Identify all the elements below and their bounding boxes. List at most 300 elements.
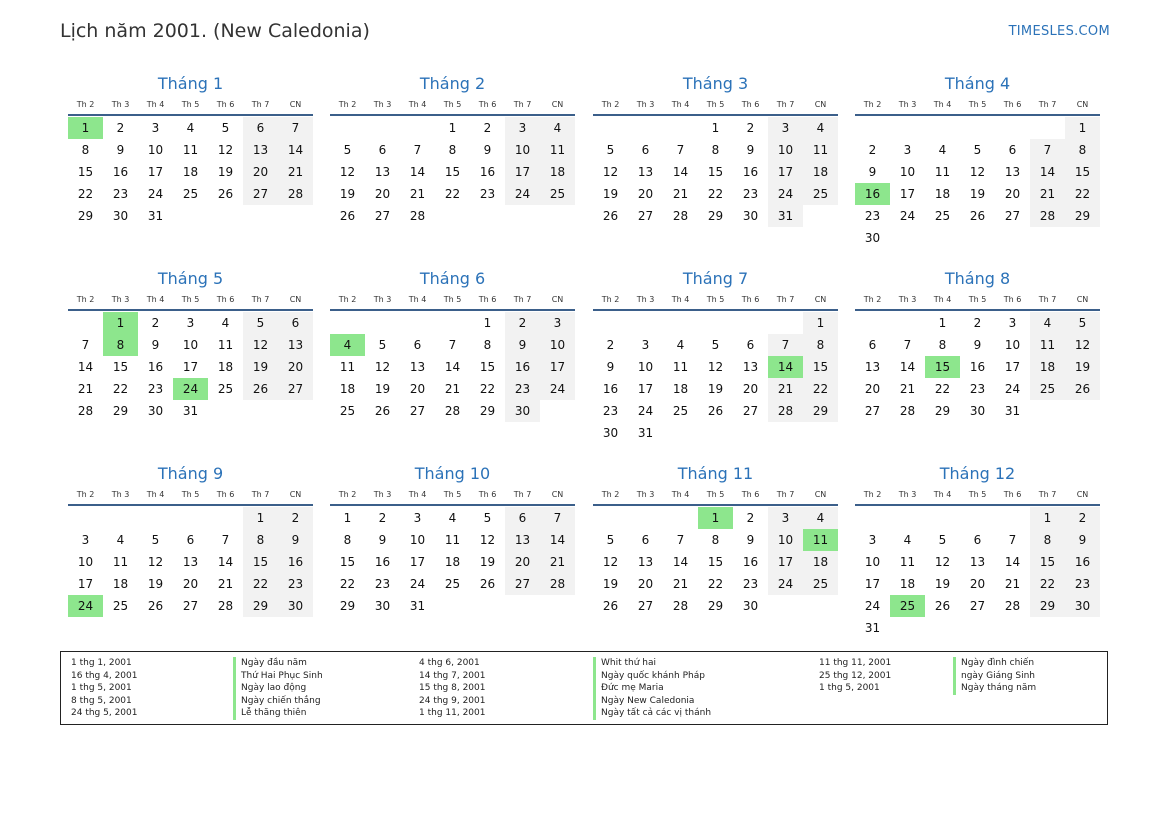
header-divider [68, 309, 313, 311]
weekday-header [68, 292, 313, 308]
day-cell: 4 [676, 338, 685, 352]
legend-holiday-name: Thứ Hai Phục Sinh [233, 670, 323, 683]
empty-day-cell [435, 312, 470, 334]
day-cell: 30 [969, 404, 986, 418]
day-cell: 3 [868, 533, 877, 547]
day-cell: 9 [278, 529, 313, 551]
weekday-label: CN [1076, 295, 1089, 304]
day-cell: 20 [278, 356, 313, 378]
day-cell: 24 [540, 378, 575, 400]
day-cell: 24 [768, 573, 803, 595]
day-cell: 8 [448, 143, 457, 157]
weekday-header [330, 487, 575, 503]
day-cell: 14 [540, 529, 575, 551]
day-cell: 4 [221, 316, 230, 330]
day-cell: 21 [409, 187, 426, 201]
day-cell: 23 [1065, 573, 1100, 595]
day-cell: 27 [742, 404, 759, 418]
day-cell: 22 [1030, 573, 1065, 595]
weekday-label: Th 7 [1038, 100, 1057, 109]
holiday-day-cell: 14 [768, 356, 803, 378]
day-cell: 19 [602, 577, 619, 591]
empty-day-cell [995, 117, 1030, 139]
empty-day-cell [330, 312, 365, 334]
day-cell: 7 [676, 143, 685, 157]
day-cell: 18 [1030, 356, 1065, 378]
day-cell: 1 [1030, 507, 1065, 529]
day-cell: 12 [934, 555, 951, 569]
day-cell: 15 [77, 165, 94, 179]
day-cell: 21 [77, 382, 94, 396]
weekday-label: CN [814, 490, 827, 499]
day-cell: 30 [112, 209, 129, 223]
weekday-label: Th 6 [741, 490, 760, 499]
day-cell: 20 [409, 382, 426, 396]
weekday-label: Th 5 [968, 295, 987, 304]
day-cell: 19 [934, 577, 951, 591]
day-cell: 6 [641, 143, 650, 157]
day-cell: 7 [676, 533, 685, 547]
day-cell: 5 [343, 143, 352, 157]
day-cell: 11 [899, 555, 916, 569]
weekday-label: Th 7 [513, 295, 532, 304]
day-cell: 3 [903, 143, 912, 157]
day-cell: 5 [973, 143, 982, 157]
day-cell: 26 [479, 577, 496, 591]
day-cell: 22 [339, 577, 356, 591]
day-cell: 23 [374, 577, 391, 591]
empty-day-cell [628, 312, 663, 334]
days-grid [855, 507, 1100, 639]
day-cell: 19 [147, 577, 164, 591]
day-cell: 17 [540, 356, 575, 378]
weekday-header [593, 292, 838, 308]
day-cell: 15 [1065, 161, 1100, 183]
day-cell: 14 [1004, 555, 1021, 569]
day-cell: 7 [413, 143, 422, 157]
day-cell: 19 [707, 382, 724, 396]
brand-link[interactable]: TIMESLES.COM [1008, 24, 1110, 39]
day-cell: 18 [444, 555, 461, 569]
legend-holiday-name: Ngày tháng năm [953, 682, 1036, 695]
day-cell: 9 [606, 360, 615, 374]
day-cell: 8 [803, 334, 838, 356]
weekday-label: Th 3 [111, 490, 130, 499]
empty-day-cell [890, 312, 925, 334]
day-cell: 10 [505, 139, 540, 161]
empty-day-cell [400, 117, 435, 139]
month-title: Tháng 9 [157, 464, 224, 483]
weekday-label: Th 4 [933, 490, 952, 499]
day-cell: 6 [746, 338, 755, 352]
legend-holiday-name: ngày Giáng Sinh [953, 670, 1036, 683]
day-cell: 17 [505, 161, 540, 183]
day-cell: 14 [409, 165, 426, 179]
day-cell: 25 [339, 404, 356, 418]
empty-day-cell [593, 117, 628, 139]
empty-day-cell [68, 507, 103, 529]
empty-day-cell [138, 507, 173, 529]
day-cell: 17 [864, 577, 881, 591]
day-cell: 8 [243, 529, 278, 551]
weekday-label: Th 3 [373, 295, 392, 304]
weekday-label: CN [1076, 490, 1089, 499]
day-cell: 26 [243, 378, 278, 400]
day-cell: 13 [969, 555, 986, 569]
weekday-label: Th 3 [373, 100, 392, 109]
legend-holiday-name: Ngày quốc khánh Pháp [593, 670, 711, 683]
legend-holiday-name: Ngày tất cả các vị thánh [593, 707, 711, 720]
month-calendar [68, 73, 313, 227]
day-cell: 27 [969, 599, 986, 613]
weekday-label: Th 4 [933, 295, 952, 304]
weekday-header [68, 97, 313, 113]
day-cell: 8 [938, 338, 947, 352]
day-cell: 3 [505, 117, 540, 139]
weekday-label: Th 7 [251, 490, 270, 499]
day-cell: 3 [151, 121, 160, 135]
legend-date: 1 thg 5, 2001 [819, 683, 880, 694]
holiday-day-cell: 16 [855, 183, 890, 205]
day-cell: 6 [243, 117, 278, 139]
day-cell: 26 [1065, 378, 1100, 400]
legend-holiday-name: Ngày chiến thắng [233, 695, 323, 708]
weekday-label: Th 7 [1038, 295, 1057, 304]
empty-day-cell [663, 117, 698, 139]
day-cell: 20 [637, 577, 654, 591]
day-cell: 27 [278, 378, 313, 400]
day-cell: 11 [934, 165, 951, 179]
day-cell: 5 [483, 511, 492, 525]
day-cell: 4 [540, 117, 575, 139]
weekday-label: Th 2 [601, 490, 620, 499]
empty-day-cell [103, 507, 138, 529]
day-cell: 25 [540, 183, 575, 205]
day-cell: 31 [1004, 404, 1021, 418]
day-cell: 18 [899, 577, 916, 591]
legend-date: 4 thg 6, 2001 [419, 658, 480, 668]
day-cell: 26 [374, 404, 391, 418]
header-divider [593, 309, 838, 311]
day-cell: 23 [602, 404, 619, 418]
legend-names-col-3 [953, 657, 1036, 695]
day-cell: 14 [278, 139, 313, 161]
month-calendar [593, 73, 838, 227]
day-cell: 12 [602, 165, 619, 179]
day-cell: 12 [969, 165, 986, 179]
day-cell: 10 [409, 533, 426, 547]
weekday-label: Th 6 [741, 295, 760, 304]
weekday-label: CN [1076, 100, 1089, 109]
weekday-label: Th 2 [863, 100, 882, 109]
day-cell: 28 [899, 404, 916, 418]
empty-day-cell [365, 312, 400, 334]
weekday-label: Th 6 [478, 100, 497, 109]
day-cell: 10 [147, 143, 164, 157]
day-cell: 2 [1065, 507, 1100, 529]
holiday-day-cell: 11 [803, 529, 838, 551]
legend-names-col-1 [233, 657, 323, 720]
weekday-label: Th 5 [443, 295, 462, 304]
header-divider [855, 114, 1100, 116]
day-cell: 28 [768, 400, 803, 422]
weekday-label: Th 7 [513, 490, 532, 499]
legend-holiday-name: Đức mẹ Maria [593, 682, 711, 695]
day-cell: 24 [505, 183, 540, 205]
day-cell: 2 [151, 316, 160, 330]
weekday-label: CN [289, 490, 302, 499]
header-divider [330, 114, 575, 116]
empty-day-cell [330, 117, 365, 139]
weekday-label: CN [814, 295, 827, 304]
day-cell: 20 [1004, 187, 1021, 201]
weekday-label: Th 5 [181, 100, 200, 109]
days-grid [330, 117, 575, 227]
day-cell: 21 [278, 161, 313, 183]
day-cell: 22 [112, 382, 129, 396]
day-cell: 23 [147, 382, 164, 396]
day-cell: 23 [278, 573, 313, 595]
legend-date: 24 thg 9, 2001 [419, 695, 486, 706]
day-cell: 17 [768, 551, 803, 573]
day-cell: 19 [217, 165, 234, 179]
day-cell: 13 [864, 360, 881, 374]
day-cell: 28 [217, 599, 234, 613]
day-cell: 2 [973, 316, 982, 330]
day-cell: 13 [1004, 165, 1021, 179]
day-cell: 18 [540, 161, 575, 183]
day-cell: 16 [374, 555, 391, 569]
weekday-label: CN [814, 100, 827, 109]
day-cell: 28 [278, 183, 313, 205]
day-cell: 25 [803, 183, 838, 205]
weekday-label: Th 4 [671, 490, 690, 499]
weekday-header [855, 97, 1100, 113]
day-cell: 7 [903, 338, 912, 352]
day-cell: 9 [483, 143, 492, 157]
header-divider [855, 504, 1100, 506]
legend-date: 25 thg 12, 2001 [819, 670, 892, 681]
day-cell: 31 [768, 205, 803, 227]
day-cell: 5 [221, 121, 230, 135]
month-calendar [330, 463, 575, 617]
day-cell: 16 [479, 165, 496, 179]
day-cell: 2 [746, 511, 755, 525]
month-calendar [68, 268, 313, 422]
day-cell: 8 [711, 143, 720, 157]
day-cell: 16 [278, 551, 313, 573]
weekday-label: Th 7 [513, 100, 532, 109]
day-cell: 8 [711, 533, 720, 547]
weekday-label: Th 6 [1003, 295, 1022, 304]
weekday-label: Th 4 [146, 100, 165, 109]
day-cell: 16 [147, 360, 164, 374]
empty-day-cell [733, 312, 768, 334]
day-cell: 9 [151, 338, 160, 352]
day-cell: 13 [182, 555, 199, 569]
day-cell: 10 [768, 139, 803, 161]
day-cell: 19 [374, 382, 391, 396]
day-cell: 9 [868, 165, 877, 179]
legend-date: 1 thg 1, 2001 [71, 658, 132, 668]
weekday-label: Th 4 [408, 490, 427, 499]
weekday-label: Th 5 [443, 490, 462, 499]
empty-day-cell [960, 117, 995, 139]
day-cell: 5 [938, 533, 947, 547]
legend-holiday-name: Lễ thăng thiên [233, 707, 323, 720]
day-cell: 16 [1065, 551, 1100, 573]
day-cell: 20 [505, 551, 540, 573]
day-cell: 21 [672, 187, 689, 201]
day-cell: 14 [444, 360, 461, 374]
day-cell: 26 [147, 599, 164, 613]
day-cell: 7 [768, 334, 803, 356]
empty-day-cell [960, 507, 995, 529]
day-cell: 4 [803, 117, 838, 139]
day-cell: 2 [278, 507, 313, 529]
day-cell: 23 [742, 187, 759, 201]
day-cell: 20 [374, 187, 391, 201]
day-cell: 26 [602, 599, 619, 613]
day-cell: 2 [116, 121, 125, 135]
day-cell: 15 [707, 555, 724, 569]
legend-date: 16 thg 4, 2001 [71, 670, 138, 681]
empty-day-cell [663, 507, 698, 529]
day-cell: 5 [378, 338, 387, 352]
weekday-label: Th 2 [338, 490, 357, 499]
empty-day-cell [593, 312, 628, 334]
day-cell: 30 [742, 599, 759, 613]
weekday-header [330, 292, 575, 308]
empty-day-cell [925, 117, 960, 139]
day-cell: 19 [969, 187, 986, 201]
holiday-day-cell: 1 [103, 312, 138, 334]
days-grid [68, 507, 313, 617]
weekday-label: Th 5 [443, 100, 462, 109]
day-cell: 20 [182, 577, 199, 591]
day-cell: 11 [1030, 334, 1065, 356]
day-cell: 26 [217, 187, 234, 201]
day-cell: 10 [899, 165, 916, 179]
day-cell: 2 [378, 511, 387, 525]
day-cell: 31 [637, 426, 654, 440]
day-cell: 26 [934, 599, 951, 613]
day-cell: 6 [278, 312, 313, 334]
day-cell: 8 [1065, 139, 1100, 161]
day-cell: 5 [1065, 312, 1100, 334]
day-cell: 23 [479, 187, 496, 201]
day-cell: 3 [81, 533, 90, 547]
weekday-label: CN [289, 100, 302, 109]
day-cell: 13 [243, 139, 278, 161]
month-title: Tháng 10 [414, 464, 491, 483]
day-cell: 20 [742, 382, 759, 396]
days-grid [855, 312, 1100, 422]
day-cell: 11 [672, 360, 689, 374]
day-cell: 22 [243, 573, 278, 595]
day-cell: 24 [409, 577, 426, 591]
month-calendar [855, 268, 1100, 422]
day-cell: 24 [899, 209, 916, 223]
day-cell: 25 [444, 577, 461, 591]
empty-day-cell [68, 312, 103, 334]
day-cell: 30 [278, 595, 313, 617]
holiday-day-cell: 25 [890, 595, 925, 617]
day-cell: 25 [182, 187, 199, 201]
days-grid [855, 117, 1100, 249]
day-cell: 21 [1004, 577, 1021, 591]
empty-day-cell [995, 507, 1030, 529]
day-cell: 3 [1008, 316, 1017, 330]
header-divider [330, 309, 575, 311]
day-cell: 8 [81, 143, 90, 157]
day-cell: 13 [409, 360, 426, 374]
empty-day-cell [890, 507, 925, 529]
day-cell: 13 [742, 360, 759, 374]
day-cell: 11 [444, 533, 461, 547]
days-grid [330, 507, 575, 617]
day-cell: 21 [540, 551, 575, 573]
day-cell: 30 [742, 209, 759, 223]
day-cell: 9 [505, 334, 540, 356]
legend-date: 24 thg 5, 2001 [71, 708, 138, 719]
day-cell: 11 [182, 143, 199, 157]
day-cell: 30 [1065, 595, 1100, 617]
empty-day-cell [208, 507, 243, 529]
weekday-label: Th 3 [898, 100, 917, 109]
day-cell: 22 [803, 378, 838, 400]
weekday-header [330, 97, 575, 113]
weekday-label: Th 4 [408, 100, 427, 109]
day-cell: 31 [864, 621, 881, 635]
day-cell: 21 [444, 382, 461, 396]
day-cell: 1 [938, 316, 947, 330]
day-cell: 29 [707, 599, 724, 613]
weekday-label: Th 6 [1003, 100, 1022, 109]
day-cell: 14 [672, 165, 689, 179]
empty-day-cell [593, 507, 628, 529]
day-cell: 11 [803, 139, 838, 161]
day-cell: 23 [742, 577, 759, 591]
day-cell: 12 [479, 533, 496, 547]
holiday-day-cell: 24 [68, 595, 103, 617]
empty-day-cell [663, 312, 698, 334]
day-cell: 20 [243, 161, 278, 183]
legend-holiday-name: Whit thứ hai [593, 657, 711, 670]
day-cell: 15 [803, 356, 838, 378]
day-cell: 12 [1065, 334, 1100, 356]
day-cell: 21 [899, 382, 916, 396]
month-calendar [330, 268, 575, 422]
day-cell: 19 [339, 187, 356, 201]
empty-day-cell [628, 507, 663, 529]
day-cell: 27 [1004, 209, 1021, 223]
header-divider [855, 309, 1100, 311]
weekday-label: Th 3 [111, 295, 130, 304]
day-cell: 9 [1065, 529, 1100, 551]
weekday-label: CN [551, 295, 564, 304]
day-cell: 13 [374, 165, 391, 179]
day-cell: 20 [969, 577, 986, 591]
weekday-label: Th 7 [251, 295, 270, 304]
header-divider [68, 504, 313, 506]
day-cell: 9 [746, 143, 755, 157]
day-cell: 29 [339, 599, 356, 613]
empty-day-cell [855, 117, 890, 139]
day-cell: 11 [112, 555, 129, 569]
weekday-label: Th 6 [1003, 490, 1022, 499]
month-title: Tháng 2 [419, 74, 486, 93]
